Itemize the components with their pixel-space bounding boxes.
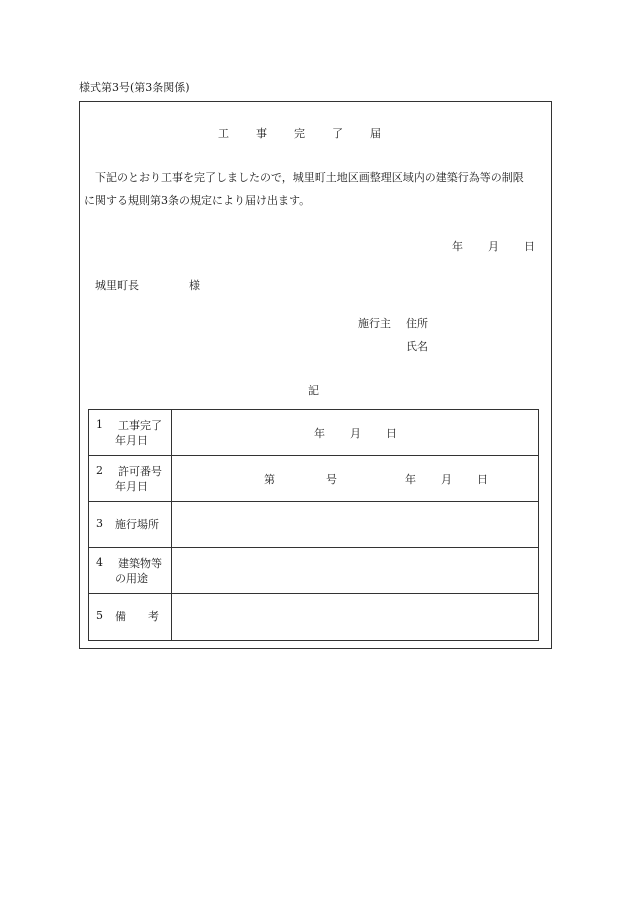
row-label-line2: 年月日 [115,434,148,447]
applicant-label: 施行主 [358,317,391,330]
row-label-line1: 工事完了 [118,419,162,432]
row-number: 3 [96,517,103,530]
row-number: 4 [96,556,103,569]
completion-day-label: 日 [386,427,397,440]
table-row [89,456,539,502]
building-use-cell[interactable] [172,548,539,594]
document-title: 工事完了届 [218,127,408,140]
date-month-label: 月 [488,240,499,253]
construction-site-cell[interactable] [172,502,539,548]
row-label-line2: 年月日 [115,480,148,493]
form-number: 様式第3号(第3条関係) [79,81,190,94]
body-text-line-1: 下記のとおり工事を完了しましたので，城里町土地区画整理区域内の建築行為等の制限 [95,171,524,184]
name-label: 氏名 [406,340,428,353]
items-table [88,409,539,641]
completion-year-label: 年 [314,427,325,440]
ki-heading: 記 [308,384,319,397]
permit-year-label: 年 [405,473,416,486]
row-label-cell [89,410,172,456]
row-label-cell [89,502,172,548]
completion-month-label: 月 [350,427,361,440]
permit-day-label: 日 [477,473,488,486]
table-row [89,594,539,641]
permit-dai-label: 第 [264,473,275,486]
body-text-line-2: に関する規則第3条の規定により届け出ます。 [84,194,311,207]
row-label-cell [89,548,172,594]
row-number: 1 [96,418,103,431]
row-label-line2: の用途 [115,572,148,585]
remarks-cell[interactable] [172,594,539,641]
date-day-label: 日 [524,240,535,253]
row-number: 5 [96,609,103,622]
date-year-label: 年 [452,240,463,253]
permit-go-label: 号 [326,473,337,486]
row-label-cell [89,456,172,502]
table-row [89,410,539,456]
completion-date-cell[interactable] [172,410,539,456]
row-label-line1: 許可番号 [118,465,162,478]
addressee-name: 城里町長 [95,279,139,292]
table-row [89,502,539,548]
addressee-honorific: 様 [189,279,200,292]
table-row [89,548,539,594]
permit-month-label: 月 [441,473,452,486]
submission-date [452,238,535,254]
row-label-line1: 施行場所 [115,518,159,531]
row-number: 2 [96,464,103,477]
permit-number-cell[interactable] [172,456,539,502]
row-label-cell [89,594,172,641]
row-label-line1: 備 考 [115,610,159,623]
address-label: 住所 [406,317,428,330]
row-label-line1: 建築物等 [118,557,162,570]
